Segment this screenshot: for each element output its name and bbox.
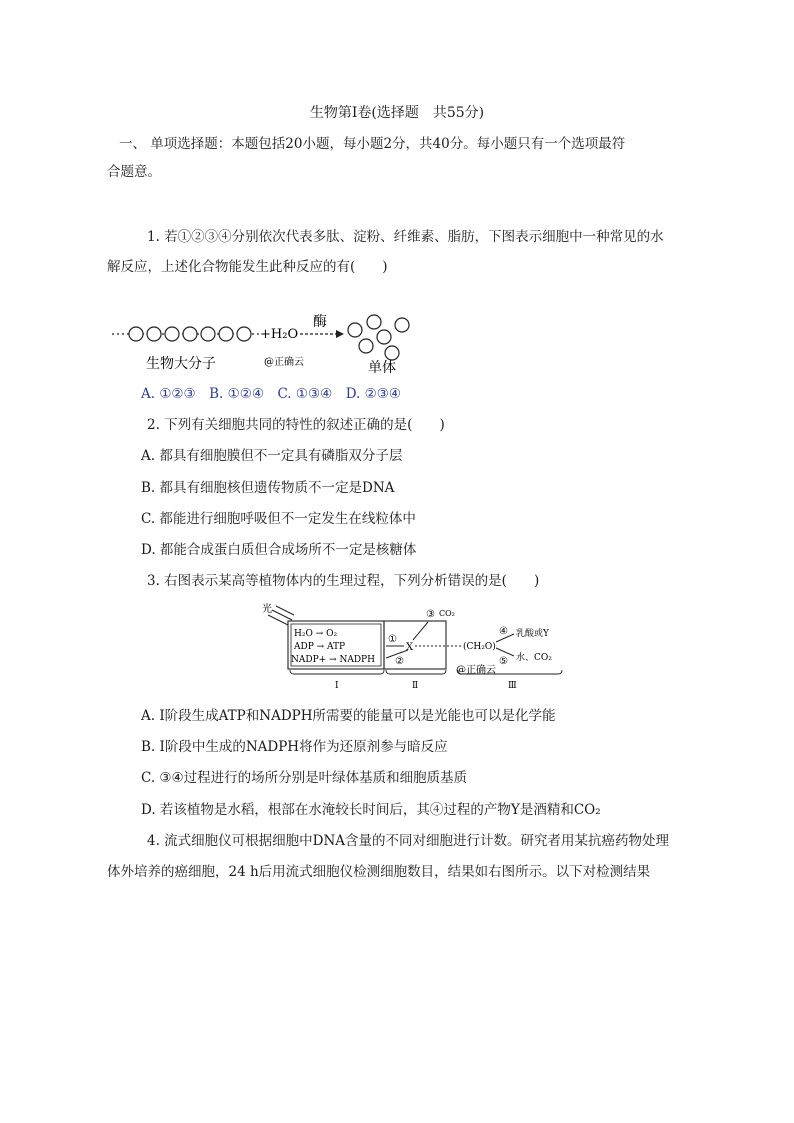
q2-option-d: D. 都能合成蛋白质但合成场所不一定是核糖体 (141, 542, 417, 558)
q2-option-a: A. 都具有细胞膜但不一定具有磷脂双分子层 (141, 448, 403, 464)
q3-option-a: A. Ⅰ阶段生成ATP和NADPH所需要的能量可以是光能也可以是化学能 (141, 708, 556, 724)
monomers (348, 315, 409, 360)
q3-water-co2-label: 水、CO₂ (516, 653, 552, 663)
q3-circle3: ③ (426, 609, 435, 620)
reaction-arrow-icon (336, 330, 344, 338)
q4-stem-line2: 体外培养的癌细胞，24 h后用流式细胞仪检测细胞数目，结果如右图所示。以下对检测结果 (107, 864, 651, 880)
q3-reaction-atp: ADP → ATP (294, 642, 346, 652)
q3-option-c: C. ③④过程进行的场所分别是叶绿体基质和细胞质基质 (141, 770, 468, 786)
q3-circle2: ② (395, 656, 404, 667)
q1-watermark: @正确云 (264, 357, 304, 368)
q1-water-label: +H₂O (260, 327, 299, 342)
page-title: 生物第Ⅰ卷(选择题 共55分) (309, 105, 485, 121)
q3-option-b: B. Ⅰ阶段中生成的NADPH将作为还原剂参与暗反应 (141, 739, 448, 755)
q3-stage1: Ⅰ (335, 681, 339, 691)
q1-enzyme-label: 酶 (313, 314, 327, 330)
q1-macromolecule-label: 生物大分子 (146, 356, 216, 372)
q1-stem-line1: 1. 若①②③④分别依次代表多肽、淀粉、纤维素、脂肪，下图表示细胞中一种常见的水 (147, 229, 664, 245)
q3-watermark: @正确云 (456, 665, 496, 676)
q2-option-c: C. 都能进行细胞呼吸但不一定发生在线粒体中 (141, 511, 416, 527)
q3-reaction-nadph: NADP+ → NADPH (291, 655, 375, 665)
q3-co2-top: CO₂ (439, 609, 455, 618)
q1-stem-line2: 解反应，上述化合物能发生此种反应的有( ) (107, 259, 388, 275)
q3-circle1: ① (388, 634, 397, 645)
q3-stage2: Ⅱ (412, 681, 419, 691)
q3-light-label: 光 (262, 604, 272, 615)
q3-photosynthesis-diagram (258, 600, 598, 692)
q1-hydrolysis-diagram (110, 312, 420, 378)
section-heading-line1: 一、 单项选择题：本题包括20小题，每小题2分，共40分。每小题只有一个选项最符 (119, 136, 626, 152)
macromolecule-chain (129, 327, 251, 341)
q2-stem: 2. 下列有关细胞共同的特性的叙述正确的是( ) (147, 417, 445, 433)
q3-stem: 3. 右图表示某高等植物体内的生理过程，下列分析错误的是( ) (147, 573, 540, 589)
q2-option-b: B. 都具有细胞核但遗传物质不一定是DNA (141, 480, 395, 496)
q3-circle5: ⑤ (499, 656, 508, 667)
section-heading-line2: 合题意。 (107, 164, 161, 180)
q3-circle4: ④ (499, 626, 508, 637)
q3-lactic-label: 乳酸或Y (516, 629, 549, 639)
q3-x-label: X (406, 642, 414, 653)
q1-options: A. ①②③ B. ①②④ C. ①③④ D. ②③④ (141, 386, 401, 402)
q3-option-d: D. 若该植物是水稻，根部在水淹较长时间后，其④过程的产物Y是酒精和CO₂ (141, 802, 601, 818)
q3-stage3: Ⅲ (508, 681, 517, 691)
q1-monomer-label: 单体 (368, 360, 396, 376)
q3-ch2o-label: (CH₂O) (463, 642, 496, 652)
q4-stem-line1: 4. 流式细胞仪可根据细胞中DNA含量的不同对细胞进行计数。研究者用某抗癌药物处理 (147, 833, 670, 849)
q3-reaction-water: H₂O → O₂ (294, 629, 338, 639)
